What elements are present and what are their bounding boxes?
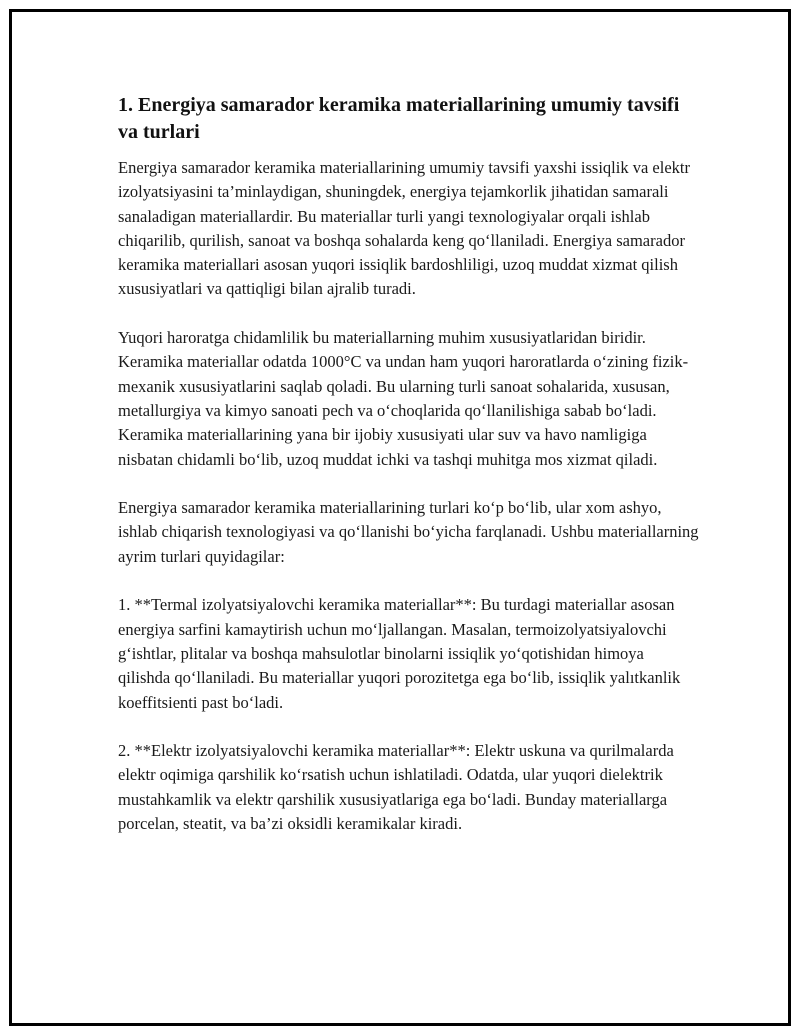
list-item-electrical-insulation: 2. **Elektr izolyatsiyalovchi keramika materiallar**: Elektr uskuna va qurilmalarda elektr oqimiga qarshilik ko‘rsatish uchun ishlatiladi. Odatda, ular yuqori dielektrik mustahkamlik va elektr qarshilik xususiyatlariga ega bo‘ladi. Bunday materiallarga porcelan, steatit, va ba’zi oksidli keramikalar kiradi. [118,741,674,834]
list-item-thermal-insulation: 1. **Termal izolyatsiyalovchi keramika materiallar**: Bu turdagi materiallar asosan energiya sarfini kamaytirish uchun mo‘ljallangan. Masalan, termoizolyatsiyalovchi g‘ishtlar, plitalar va boshqa mahsulotlar binolarni issiqlik yo‘qotishidan himoya qilishda qo‘llaniladi. Bu materiallar yuqori porozitetga ega bo‘lib, issiqlik yalıtkanlik koeffitsienti past bo‘ladi. [118,595,681,712]
paragraph-types-intro: Energiya samarador keramika materiallarining turlari ko‘p bo‘lib, ular xom ashyo, ishlab chiqarish texnologiyasi va qo‘llanishi bo‘yicha farqlanadi. Ushbu materiallarning ayrim turlari quyidagilar: [118,498,699,566]
section-heading: 1. Energiya samarador keramika materiallarining umumiy tavsifi va turlari [118,94,680,143]
paragraph-heat-resistance: Yuqori haroratga chidamlilik bu materiallarning muhim xususiyatlaridan biridir. Keramika materiallar odatda 1000°C va undan ham yuqori haroratlarda o‘zining fizik-mexanik xususiyatlarini saqlab qoladi. Bu ularning turli sanoat sohalarida, xususan, metallurgiya va kimyo sanoati pech va o‘choqlarida qo‘llanilishiga sabab bo‘ladi. Keramika materiallarining yana bir ijobiy xususiyati ular suv va havo namligiga nisbatan chidamli bo‘lib, uzoq muddat ichki va tashqi muhitga mos xizmat qiladi. [118,328,689,469]
paragraph-general-description: Energiya samarador keramika materiallarining umumiy tavsifi yaxshi issiqlik va elektr izolyatsiyasini ta’minlaydigan, shuningdek, energiya tejamkorlik jihatidan samarali sanaladigan materiallardir. Bu materiallar turli yangi texnologiyalar orqali ishlab chiqarilib, qurilish, sanoat va boshqa sohalarda keng qo‘llaniladi. Energiya samarador keramika materiallari asosan yuqori issiqlik bardoshliligi, uzoq muddat xizmat qilish xususiyatlari va qattiqligi bilan ajralib turadi. [118,158,690,299]
document-body [118,92,700,861]
